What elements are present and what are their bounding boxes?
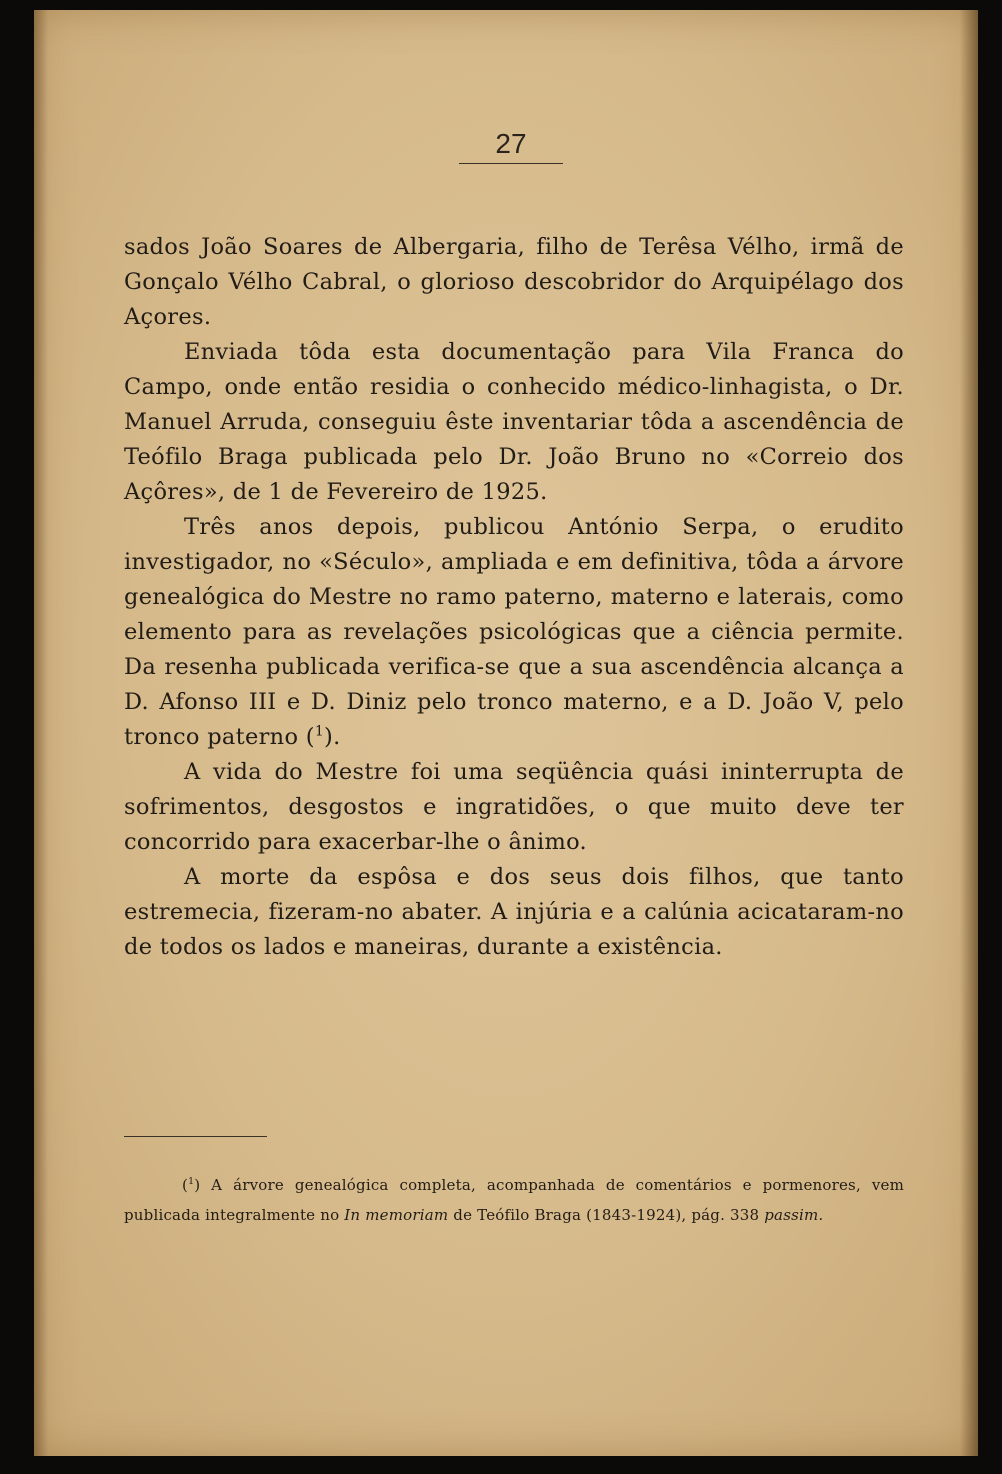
footnote-text-before: A árvore genealógica completa, acompanhada de comentários e pormenores, vem publicada integralmente no xyxy=(124,1176,904,1224)
footnote-mark-close: ) xyxy=(194,1176,201,1194)
paragraph-1: sados João Soares de Albergaria, filho de Terêsa Vélho, irmã de Gonçalo Vélho Cabral, o glorioso descobridor do Arquipélago dos Açores. xyxy=(124,234,904,330)
footnote-ref-mark: 1 xyxy=(314,723,325,740)
footnote-ref-open: ( xyxy=(298,724,315,750)
body-text xyxy=(124,230,904,965)
paragraph-4: A vida do Mestre foi uma seqüência quási ininterrupta de sofrimentos, desgostos e ingratidões, o que muito deve ter concorrido para exacerbar-lhe o ânimo. xyxy=(124,759,904,855)
footnote-title-italic: In memoriam xyxy=(344,1206,449,1224)
page-number: 27 xyxy=(495,128,527,159)
footnote-mark-open: ( xyxy=(182,1176,189,1194)
paragraph-2: Enviada tôda esta documentação para Vila Franca do Campo, onde então residia o conhecido médico-linhagista, o Dr. Manuel Arruda, conseguiu êste inventariar tôda a ascendência de Teófilo Braga publicada pelo Dr. João Bruno no «Correio dos Açôres», de 1 de Fevereiro de 1925. xyxy=(124,339,904,505)
page-number-rule xyxy=(459,163,563,164)
footnote-ref-close: ). xyxy=(324,724,341,750)
footnote-text-middle: de Teófilo Braga (1843-1924), pág. 338 xyxy=(448,1206,765,1224)
footnote xyxy=(124,1170,904,1230)
footnote-passim-italic: passim xyxy=(764,1206,819,1224)
paragraph-5: A morte da espôsa e dos seus dois filhos, que tanto estremecia, fizeram-no abater. A injúria e a calúnia acicataram-no de todos os lados e maneiras, durante a existência. xyxy=(124,864,904,960)
paragraph-3-text: Três anos depois, publicou António Serpa, o erudito investigador, no «Século», ampliada e em definitiva, tôda a árvore genealógica do Mestre no ramo paterno, materno e laterais, como elemento para as revelações psicológicas que a ciência permite. Da resenha publicada verifica-se que a sua ascendência alcança a D. Afonso III e D. Diniz pelo tronco materno, e a D. João V, pelo tronco paterno xyxy=(124,514,904,750)
footnote-separator xyxy=(124,1136,267,1137)
footnote-mark: 1 xyxy=(188,1176,195,1187)
paragraph-3 xyxy=(124,510,904,755)
footnote-text-end: . xyxy=(818,1206,824,1224)
book-page xyxy=(34,10,978,1456)
